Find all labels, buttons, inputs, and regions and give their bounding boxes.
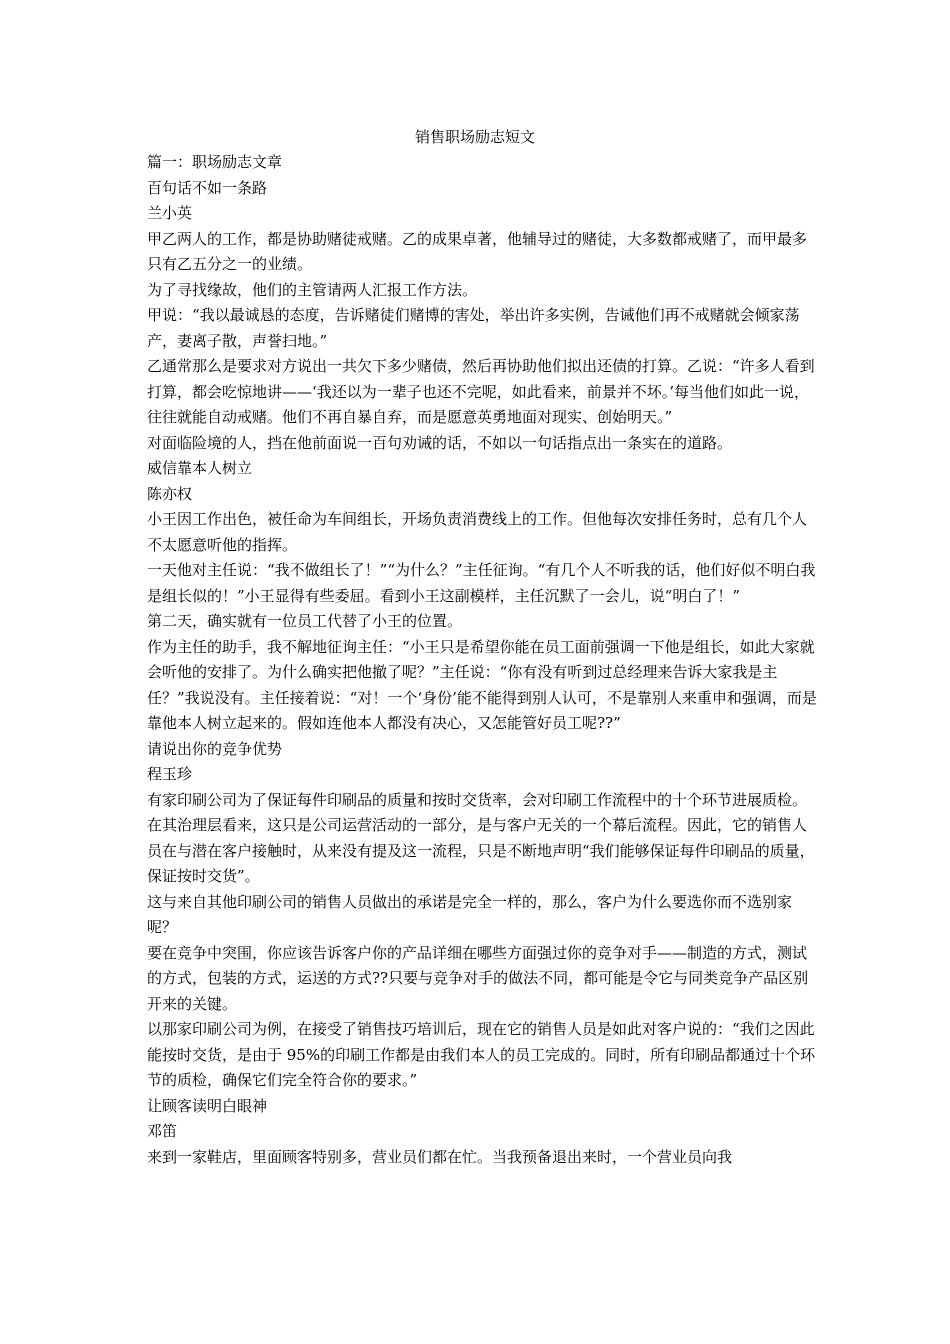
paragraph: 这与来自其他印刷公司的销售人员做出的承诺是完全一样的，那么，客户为什么要选你而不选别家呢？ <box>147 892 793 936</box>
paragraph: 第二天，确实就有一位员工代替了小王的位置。 <box>147 612 463 630</box>
article-author: 兰小英 <box>147 204 193 222</box>
document-body <box>147 150 817 1170</box>
paragraph: 甲乙两人的工作，都是协助赌徒戒赌。乙的成果卓著，他辅导过的赌徒，大多数都戒赌了，而甲最多只有乙五分之一的业绩。 <box>147 229 808 273</box>
article-title: 请说出你的竞争优势 <box>147 739 283 758</box>
paragraph: 要在竞争中突围，你应该告诉客户你的产品详细在哪些方面强过你的竞争对手——制造的方式，测试的方式，包装的方式，运送的方式??只要与竞争对手的做法不同，都可能是令它与同类竞争产品区别开来的关键。 <box>147 943 809 1013</box>
paragraph: 小王因工作出色，被任命为车间组长，开场负责消费线上的工作。但他每次安排任务时，总有几个人不太愿意听他的指挥。 <box>147 510 808 554</box>
article-author: 邓笛 <box>147 1122 178 1140</box>
paragraph: 一天他对主任说：“我不做组长了！”“为什么？”主任征询。“有几个人不听我的话，他们好似不明白我是组长似的！”小王显得有些委屈。看到小王这副模样，主任沉默了一会儿，说“明白了！” <box>147 561 816 605</box>
article-author: 程玉珍 <box>147 765 193 783</box>
paragraph: 对面临险境的人，挡在他前面说一百句劝诫的话，不如以一句话指点出一条实在的道路。 <box>147 433 733 452</box>
document-title: 销售职场励志短文 <box>414 128 535 146</box>
article-title: 威信靠本人树立 <box>147 459 253 477</box>
article-title: 百句话不如一条路 <box>147 178 268 197</box>
article-author: 陈亦权 <box>147 484 193 503</box>
paragraph: 来到一家鞋店，里面顾客特别多，营业员们都在忙。当我预备退出来时，一个营业员向我 <box>147 1147 733 1166</box>
paragraph: 甲说：“我以最诚恳的态度，告诉赌徒们赌博的害处，举出许多实例，告诫他们再不戒赌就会倾家荡产，妻离子散，声誉扫地。” <box>147 306 800 350</box>
section-heading: 篇一：职场励志文章 <box>147 153 283 171</box>
paragraph: 有家印刷公司为了保证每件印刷品的质量和按时交货率，会对印刷工作流程中的十个环节进展质检。在其治理层看来，这只是公司运营活动的一部分，是与客户无关的一个幕后流程。因此，它的销售人员在与潜在客户接触时，从来没有提及这一流程，只是不断地声明“我们能够保证每件印刷品的质量，保证按时交货”。 <box>147 790 815 885</box>
paragraph: 为了寻找缘故，他们的主管请两人汇报工作方法。 <box>147 280 478 299</box>
paragraph: 作为主任的助手，我不解地征询主任：“小王只是希望你能在员工面前强调一下他是组长，如此大家就会听他的安排了。为什么确实把他撤了呢？”主任说：“你有没有听到过总经理来告诉大家我是主任？”我说没有。主任接着说：“对！一个‘身份’能不能得到别人认可，不是靠别人来重申和强调，而是靠他本人树立起来的。假如连他本人都没有决心，又怎能管好员工呢??” <box>147 637 817 732</box>
article-title: 让顾客读明白眼神 <box>147 1096 268 1115</box>
paragraph: 以那家印刷公司为例，在接受了销售技巧培训后，现在它的销售人员是如此对客户说的：“我们之因此能按时交货，是由于 95%的印刷工作都是由我们本人的员工完成的。同时，所有印刷品都通过十个环节的质检，确保它们完全符合你的要求。” <box>147 1020 816 1089</box>
paragraph: 乙通常那么是要求对方说出一共欠下多少赌债，然后再协助他们拟出还债的打算。乙说：“许多人看到打算，都会吃惊地讲——‘我还以为一辈子也还不完呢，如此看来，前景并不坏。’每当他们如此一说，往往就能自动戒赌。他们不再自暴自弃，而是愿意英勇地面对现实、创始明天。” <box>147 357 815 426</box>
